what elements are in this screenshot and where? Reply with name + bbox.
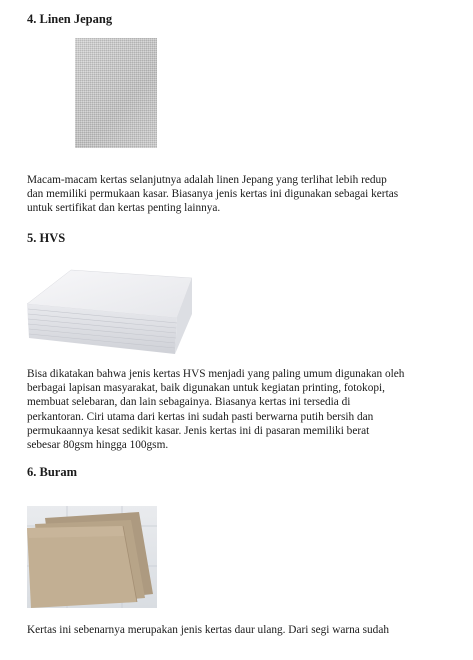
paragraph-linen-jepang: [27, 173, 452, 216]
text-line: untuk sertifikat dan kertas penting lainnya.: [27, 202, 221, 215]
text-line: Macam-macam kertas selanjutnya adalah linen Jepang yang terlihat lebih redup: [27, 174, 387, 186]
buram-paper-image: [27, 506, 157, 608]
text-line: sebesar 80gsm hingga 100gsm.: [27, 439, 169, 452]
hvs-paper-stack-illustration: [27, 256, 192, 360]
heading-buram: 6. Buram: [27, 465, 77, 479]
paragraph-hvs: [27, 367, 452, 452]
text-line: Bisa dikatakan bahwa jenis kertas HVS menjadi yang paling umum digunakan oleh: [27, 368, 405, 380]
text-line: dan memiliki permukaan kasar. Biasanya jenis kertas ini digunakan sebagai kertas: [27, 188, 399, 201]
text-line: membuat selebaran, dan lain sebagainya. Biasanya kertas ini tersedia di: [27, 396, 351, 409]
heading-hvs: 5. HVS: [27, 231, 66, 245]
text-line: perkantoran. Ciri utama dari kertas ini sudah pasti berwarna putih bersih dan: [27, 410, 374, 423]
hvs-paper-image: [27, 256, 192, 360]
buram-paper-illustration: [27, 506, 157, 608]
linen-paper-image: [75, 38, 157, 148]
paragraph-buram: [27, 623, 452, 637]
text-line: permukaannya kesat sedikit kasar. Jenis kertas ini di pasaran memiliki berat: [27, 424, 370, 437]
text-line: Kertas ini sebenarnya merupakan jenis kertas daur ulang. Dari segi warna sudah: [27, 624, 389, 636]
text-line: berbagai lapisan masyarakat, baik digunakan untuk kegiatan printing, fotokopi,: [27, 382, 385, 395]
heading-linen-jepang: 4. Linen Jepang: [27, 12, 113, 26]
